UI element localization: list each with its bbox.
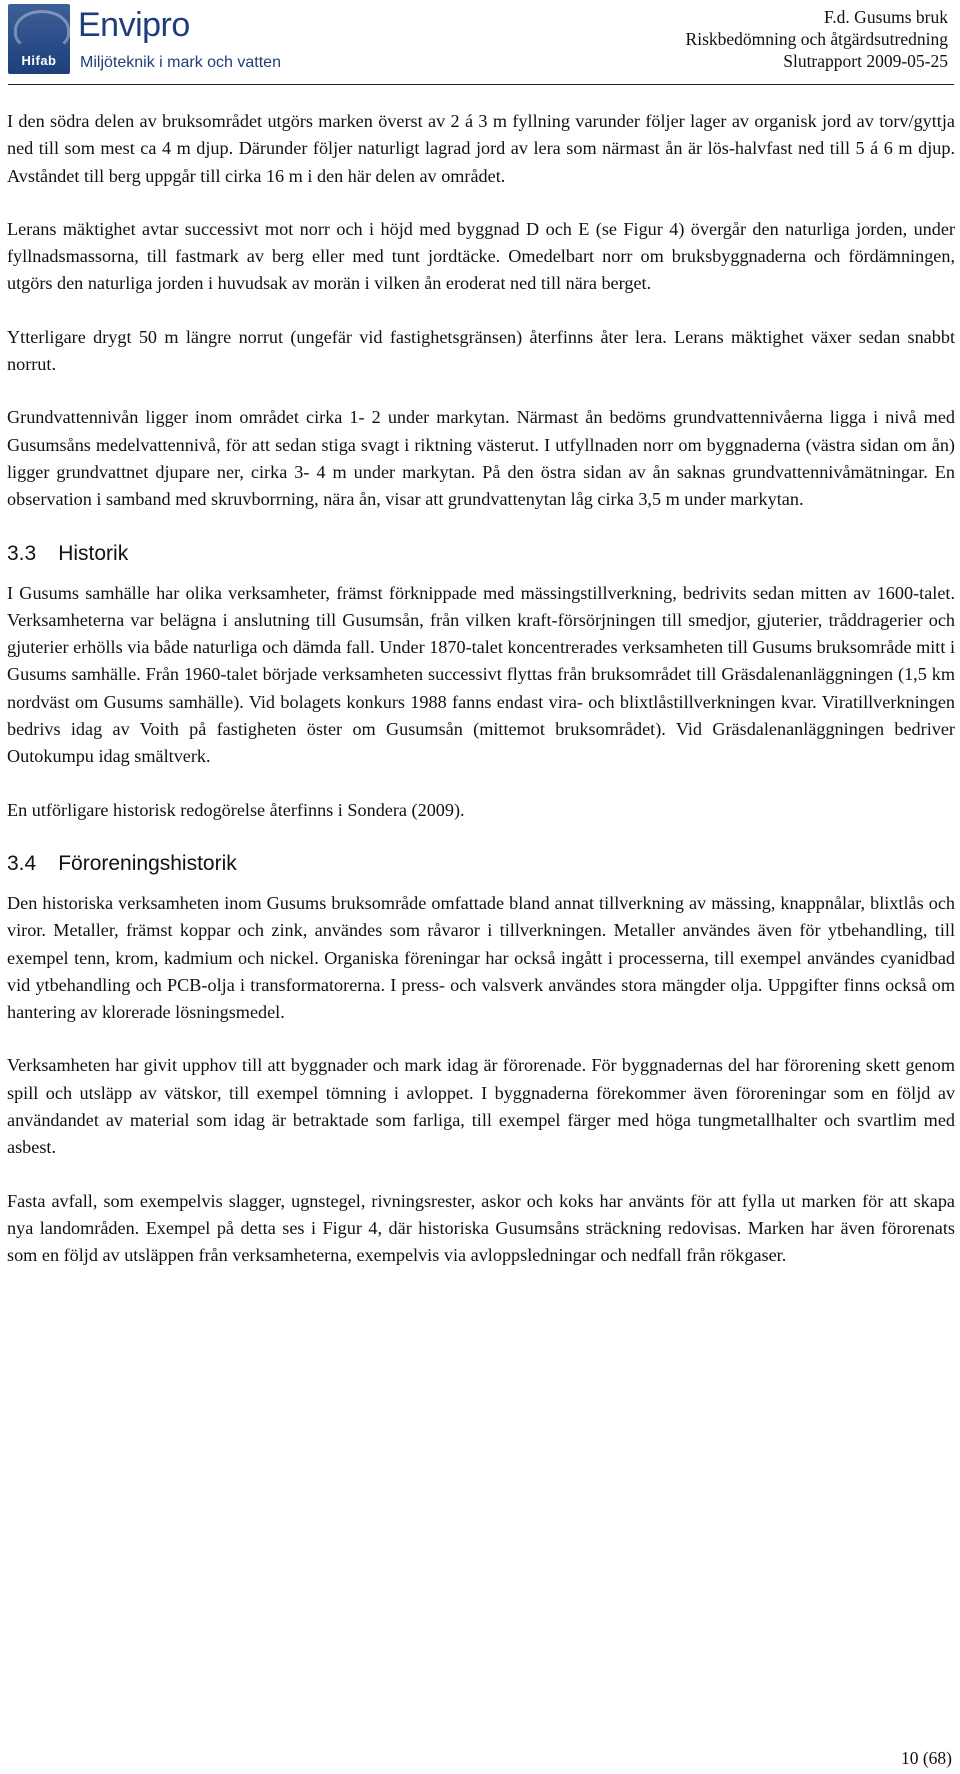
paragraph-solid-waste: Fasta avfall, som exempelvis slagger, ugnstegel, rivningsrester, askor och koks har använts för att fylla ut marken för att skapa nya landområden. Exempel på detta ses i Figur 4, där historiska Gusumsåns sträckning redovisas. Marken har även förorenats som en följd av utsläppen från verksamheterna, exempelvis via avloppsledningar och nedfall från rökgaser. xyxy=(7,1190,955,1266)
report-title: Riskbedömning och åtgärdsutredning xyxy=(685,29,948,49)
section-heading-pollution-history xyxy=(7,852,955,876)
page-header xyxy=(0,0,960,92)
page-number: 10 (68) xyxy=(900,1748,952,1768)
paragraph-clay-north: Ytterligare drygt 50 m längre norrut (ungefär vid fastighetsgränsen) återfinns åter lera. Lerans mäktighet växer sedan snabbt norrut. xyxy=(7,326,955,375)
logo-name: Envipro xyxy=(78,6,190,44)
paragraph-clay-thickness: Lerans mäktighet avtar successivt mot norr och i höjd med byggnad D och E (se Figur 4) övergår den naturliga jorden, under fyllnadsmassorna, till fastmark av berg eller med tunt jordtäcke. Omedelbart norr om bruksbyggnaderna och fördämningen, utgörs den naturliga jorden i huvudsak av morän i vilken ån eroderat ned till nära berget. xyxy=(7,218,955,294)
paragraph-history: I Gusums samhälle har olika verksamheter, främst förknippade med mässingstillverkning, bedrivits sedan mitten av 1600-talet. Verksamheterna var belägna i anslutning till Gusumsån, från vilken kraft-försörjningen till smedjor, gjuterier, tråddragerier och gjuterier erhölls via både naturliga och dämda fall. Under 1870-talet koncentrerades verksamheten till Gusums bruksområde mitt i Gusums samhälle. Från 1960-talet började verksamheten successivt flyttas från bruksområdet till Gräsdalenanläggningen (1,5 km nordväst om Gusums samhälle). Vid bolagets konkurs 1988 fanns endast vira- och blixtlåstillverkningen kvar. Viratillverkningen bedrivs idag av Voith på fastigheten öster om Gusumsån (mittemot bruksområdet). Vid Gräsdalenanläggningen bedriver Outokumpu idag smältverk. xyxy=(7,582,955,767)
report-info xyxy=(686,6,948,72)
paragraph-groundwater: Grundvattennivån ligger inom området cirka 1- 2 under markytan. Närmast ån bedöms grundvattennivåerna ligga i nivå med Gusumsåns medelvattennivå, för att sedan stiga svagt i riktning västerut. I utfyllnaden norr om byggnaderna (västra sidan om ån) ligger grundvattnet djupare ner, cirka 3- 4 m under markytan. På den östra sidan av ån saknas grundvattennivåmätningar. En observation i samband med skruvborrning, nära ån, visar att grundvattenytan låg cirka 3,5 m under markytan. xyxy=(7,407,955,510)
section-number: 3.3 xyxy=(7,541,37,565)
paragraph-operations: Den historiska verksamheten inom Gusums bruksområde omfattade bland annat tillverkning av mässing, knappnålar, blixtlås och viror. Metaller, främst koppar och zink, användes som råvaror i tillverkningen. Metaller användes även för ytbehandling, till exempel tenn, krom, kadmium och nickel. Organiska föreningar har också ingått i processerna, till exempel användes cyanidbad vid ytbehandling och PCB-olja i transformatorerna. I press- och valsverk användes stora mängder olja. Uppgifter finns också om hantering av klorerade lösningsmedel. xyxy=(7,892,955,1023)
section-heading-historik xyxy=(7,542,955,566)
main-content xyxy=(7,108,955,1296)
project-name: F.d. Gusums bruk xyxy=(823,7,948,27)
section-title: Historik xyxy=(58,541,129,565)
header-divider xyxy=(8,84,954,85)
logo-swirl-icon xyxy=(14,10,70,50)
paragraph-soil-south: I den södra delen av bruksområdet utgörs marken överst av 2 á 3 m fyllning varunder följer lager av organisk jord av torv/gyttja ned till som mest ca 4 m djup. Därunder följer naturligt lagrad jord av lera som närmast ån är lös-halvfast ned till 5 á 6 m djup. Avståndet till berg uppgår till cirka 16 m i den här delen av området. xyxy=(7,111,955,186)
logo-brand: Hifab xyxy=(21,53,57,68)
company-logo xyxy=(8,4,308,76)
logo-mark xyxy=(8,4,70,74)
paragraph-contamination-buildings: Verksamheten har givit upphov till att byggnader och mark idag är förorenade. För byggnadernas del har förorening skett genom spill och utsläpp av vätskor, till exempel tömning i avloppet. I byggnaderna förekommer även föroreningar som en följd av användandet av material som idag är betraktade som farliga, till exempel färger med höga tungmetallhalter och svartlim med asbest. xyxy=(7,1055,955,1158)
paragraph-history-reference: En utförligare historisk redogörelse återfinns i Sondera (2009). xyxy=(7,799,465,820)
section-title: Föroreningshistorik xyxy=(58,851,237,875)
section-number: 3.4 xyxy=(7,851,37,875)
logo-tagline: Miljöteknik i mark och vatten xyxy=(80,54,281,71)
report-date: Slutrapport 2009-05-25 xyxy=(783,51,948,71)
